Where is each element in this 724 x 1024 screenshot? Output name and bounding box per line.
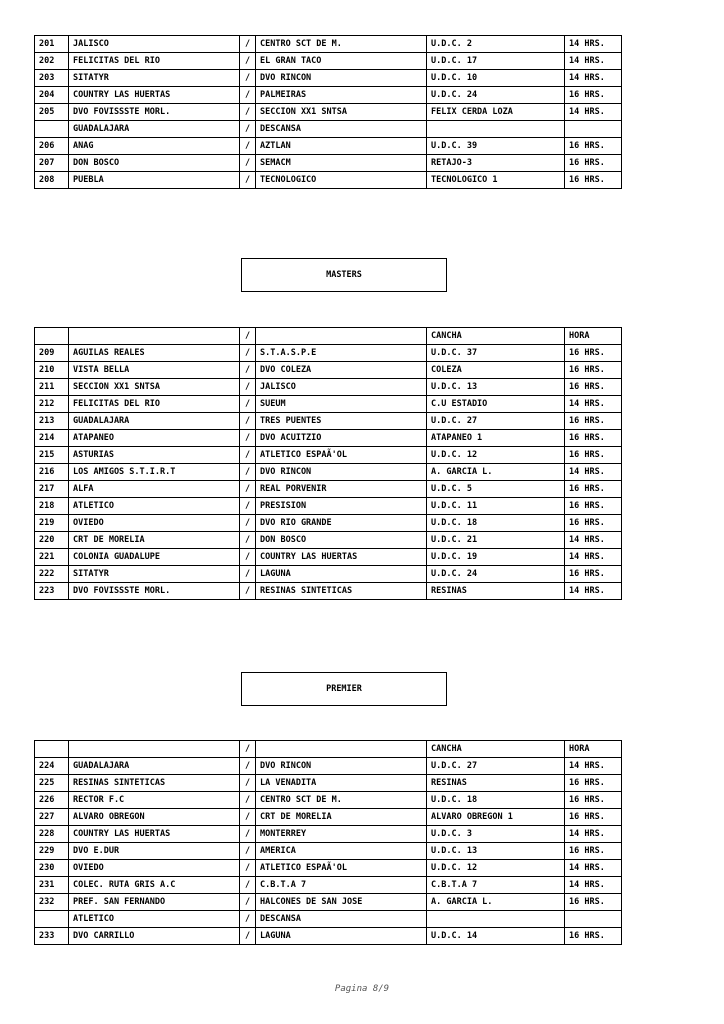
field-cell: U.D.C. 19 — [427, 549, 565, 566]
time-cell: 16 HRS. — [565, 155, 622, 172]
table-row — [35, 121, 622, 138]
home-team-cell: ATLETICO — [69, 911, 240, 928]
field-cell: U.D.C. 27 — [427, 758, 565, 775]
page-number: Pagina 8/9 — [334, 984, 390, 994]
separator-cell: / — [240, 379, 256, 396]
time-cell: HORA — [565, 741, 622, 758]
separator-cell: / — [240, 481, 256, 498]
field-cell: COLEZA — [427, 362, 565, 379]
away-team-cell: AMERICA — [256, 843, 427, 860]
time-cell: 14 HRS. — [565, 549, 622, 566]
separator-cell: / — [240, 36, 256, 53]
home-team-cell: VISTA BELLA — [69, 362, 240, 379]
time-cell: 14 HRS. — [565, 464, 622, 481]
match-number-cell: 211 — [35, 379, 69, 396]
time-cell: 14 HRS. — [565, 826, 622, 843]
section-title-premier: PREMIER — [241, 672, 447, 706]
match-number-cell — [35, 328, 69, 345]
away-team-cell: DON BOSCO — [256, 532, 427, 549]
away-team-cell: RESINAS SINTETICAS — [256, 583, 427, 600]
away-team-cell: LA VENADITA — [256, 775, 427, 792]
away-team-cell: AZTLAN — [256, 138, 427, 155]
schedule-table-continuation — [34, 35, 622, 189]
separator-cell: / — [240, 566, 256, 583]
separator-cell: / — [240, 911, 256, 928]
away-team-cell: MONTERREY — [256, 826, 427, 843]
match-number-cell: 221 — [35, 549, 69, 566]
field-cell: C.B.T.A 7 — [427, 877, 565, 894]
field-cell: U.D.C. 2 — [427, 36, 565, 53]
field-cell: RESINAS — [427, 775, 565, 792]
field-cell: CANCHA — [427, 741, 565, 758]
time-cell: 16 HRS. — [565, 481, 622, 498]
home-team-cell — [69, 741, 240, 758]
separator-cell: / — [240, 464, 256, 481]
away-team-cell: SUEUM — [256, 396, 427, 413]
separator-cell: / — [240, 583, 256, 600]
table-row — [35, 911, 622, 928]
home-team-cell: PUEBLA — [69, 172, 240, 189]
table-row — [35, 549, 622, 566]
separator-cell: / — [240, 775, 256, 792]
home-team-cell: SECCION XX1 SNTSA — [69, 379, 240, 396]
away-team-cell: DESCANSA — [256, 121, 427, 138]
time-cell: 16 HRS. — [565, 413, 622, 430]
home-team-cell: COLEC. RUTA GRIS A.C — [69, 877, 240, 894]
table-row — [35, 809, 622, 826]
table-row — [35, 447, 622, 464]
field-cell: U.D.C. 12 — [427, 860, 565, 877]
separator-cell: / — [240, 792, 256, 809]
home-team-cell: SITATYR — [69, 566, 240, 583]
match-number-cell: 226 — [35, 792, 69, 809]
home-team-cell: OVIEDO — [69, 860, 240, 877]
time-cell: 16 HRS. — [565, 379, 622, 396]
home-team-cell: ASTURIAS — [69, 447, 240, 464]
field-cell: U.D.C. 18 — [427, 515, 565, 532]
time-cell — [565, 121, 622, 138]
home-team-cell: OVIEDO — [69, 515, 240, 532]
time-cell: 16 HRS. — [565, 809, 622, 826]
table-row — [35, 345, 622, 362]
match-number-cell: 212 — [35, 396, 69, 413]
table-row — [35, 53, 622, 70]
home-team-cell: CRT DE MORELIA — [69, 532, 240, 549]
away-team-cell: DVO ACUITZIO — [256, 430, 427, 447]
match-number-cell: 232 — [35, 894, 69, 911]
separator-cell: / — [240, 172, 256, 189]
match-number-cell: 218 — [35, 498, 69, 515]
time-cell: 14 HRS. — [565, 532, 622, 549]
field-cell: U.D.C. 12 — [427, 447, 565, 464]
match-number-cell: 225 — [35, 775, 69, 792]
separator-cell: / — [240, 549, 256, 566]
home-team-cell: FELICITAS DEL RIO — [69, 396, 240, 413]
time-cell: 16 HRS. — [565, 172, 622, 189]
home-team-cell: GUADALAJARA — [69, 121, 240, 138]
match-number-cell: 215 — [35, 447, 69, 464]
separator-cell: / — [240, 345, 256, 362]
match-number-cell: 208 — [35, 172, 69, 189]
time-cell: 14 HRS. — [565, 36, 622, 53]
field-cell: U.D.C. 37 — [427, 345, 565, 362]
match-number-cell: 230 — [35, 860, 69, 877]
schedule-table-masters — [34, 327, 622, 600]
match-number-cell: 213 — [35, 413, 69, 430]
field-cell: U.D.C. 10 — [427, 70, 565, 87]
table-row — [35, 172, 622, 189]
away-team-cell: CRT DE MORELIA — [256, 809, 427, 826]
match-number-cell: 228 — [35, 826, 69, 843]
away-team-cell: PALMEIRAS — [256, 87, 427, 104]
table-row — [35, 583, 622, 600]
table-row — [35, 413, 622, 430]
home-team-cell: DVO CARRILLO — [69, 928, 240, 945]
match-number-cell: 205 — [35, 104, 69, 121]
table-row — [35, 877, 622, 894]
table-body — [35, 328, 622, 600]
time-cell: 16 HRS. — [565, 843, 622, 860]
separator-cell: / — [240, 515, 256, 532]
schedule-table-premier — [34, 740, 622, 945]
table-row — [35, 515, 622, 532]
match-number-cell: 201 — [35, 36, 69, 53]
match-number-cell: 203 — [35, 70, 69, 87]
time-cell: 14 HRS. — [565, 70, 622, 87]
away-team-cell: CENTRO SCT DE M. — [256, 792, 427, 809]
time-cell: 16 HRS. — [565, 430, 622, 447]
separator-cell: / — [240, 155, 256, 172]
table-row — [35, 396, 622, 413]
field-cell: A. GARCIA L. — [427, 464, 565, 481]
field-cell: A. GARCIA L. — [427, 894, 565, 911]
away-team-cell: ATLETICO ESPAÃ'OL — [256, 860, 427, 877]
home-team-cell: ALVARO OBREGON — [69, 809, 240, 826]
match-number-cell: 222 — [35, 566, 69, 583]
home-team-cell: ATLETICO — [69, 498, 240, 515]
match-number-cell: 227 — [35, 809, 69, 826]
field-cell: U.D.C. 13 — [427, 843, 565, 860]
match-number-cell: 209 — [35, 345, 69, 362]
separator-cell: / — [240, 877, 256, 894]
separator-cell: / — [240, 447, 256, 464]
separator-cell: / — [240, 741, 256, 758]
time-cell: 16 HRS. — [565, 928, 622, 945]
away-team-cell: HALCONES DE SAN JOSE — [256, 894, 427, 911]
separator-cell: / — [240, 894, 256, 911]
separator-cell: / — [240, 87, 256, 104]
match-number-cell: 229 — [35, 843, 69, 860]
time-cell: 14 HRS. — [565, 860, 622, 877]
match-number-cell: 206 — [35, 138, 69, 155]
away-team-cell: DVO RINCON — [256, 464, 427, 481]
match-number-cell: 231 — [35, 877, 69, 894]
time-cell: 16 HRS. — [565, 447, 622, 464]
field-cell: U.D.C. 39 — [427, 138, 565, 155]
separator-cell: / — [240, 498, 256, 515]
away-team-cell: DVO RIO GRANDE — [256, 515, 427, 532]
table-row — [35, 464, 622, 481]
match-number-cell: 216 — [35, 464, 69, 481]
separator-cell: / — [240, 413, 256, 430]
separator-cell: / — [240, 104, 256, 121]
table-row — [35, 36, 622, 53]
away-team-cell: TRES PUENTES — [256, 413, 427, 430]
section-title-masters: MASTERS — [241, 258, 447, 292]
match-number-cell: 217 — [35, 481, 69, 498]
time-cell: 16 HRS. — [565, 362, 622, 379]
time-cell: 14 HRS. — [565, 877, 622, 894]
away-team-cell: C.B.T.A 7 — [256, 877, 427, 894]
table-row — [35, 481, 622, 498]
separator-cell: / — [240, 860, 256, 877]
separator-cell: / — [240, 928, 256, 945]
time-cell: 16 HRS. — [565, 515, 622, 532]
separator-cell: / — [240, 138, 256, 155]
match-number-cell: 202 — [35, 53, 69, 70]
table-row — [35, 362, 622, 379]
match-number-cell: 224 — [35, 758, 69, 775]
table-row — [35, 758, 622, 775]
home-team-cell: DVO FOVISSSTE MORL. — [69, 583, 240, 600]
field-cell: TECNOLOGICO 1 — [427, 172, 565, 189]
home-team-cell: FELICITAS DEL RIO — [69, 53, 240, 70]
separator-cell: / — [240, 396, 256, 413]
field-cell: U.D.C. 17 — [427, 53, 565, 70]
time-cell: 16 HRS. — [565, 566, 622, 583]
time-cell: 16 HRS. — [565, 792, 622, 809]
table-row — [35, 87, 622, 104]
home-team-cell: COUNTRY LAS HUERTAS — [69, 826, 240, 843]
match-number-cell: 223 — [35, 583, 69, 600]
separator-cell: / — [240, 843, 256, 860]
separator-cell: / — [240, 70, 256, 87]
home-team-cell: JALISCO — [69, 36, 240, 53]
field-cell: ALVARO OBREGON 1 — [427, 809, 565, 826]
field-cell: U.D.C. 5 — [427, 481, 565, 498]
table-row — [35, 775, 622, 792]
away-team-cell: DVO RINCON — [256, 70, 427, 87]
home-team-cell: COUNTRY LAS HUERTAS — [69, 87, 240, 104]
table-row — [35, 138, 622, 155]
table-row — [35, 70, 622, 87]
table-row — [35, 498, 622, 515]
field-cell: U.D.C. 14 — [427, 928, 565, 945]
away-team-cell: S.T.A.S.P.E — [256, 345, 427, 362]
separator-cell: / — [240, 532, 256, 549]
home-team-cell: DVO FOVISSSTE MORL. — [69, 104, 240, 121]
match-number-cell — [35, 121, 69, 138]
home-team-cell: LOS AMIGOS S.T.I.R.T — [69, 464, 240, 481]
away-team-cell: DESCANSA — [256, 911, 427, 928]
table-row — [35, 532, 622, 549]
time-cell — [565, 911, 622, 928]
match-number-cell: 233 — [35, 928, 69, 945]
table-row — [35, 928, 622, 945]
away-team-cell: DVO COLEZA — [256, 362, 427, 379]
time-cell: 14 HRS. — [565, 104, 622, 121]
home-team-cell: SITATYR — [69, 70, 240, 87]
match-number-cell — [35, 741, 69, 758]
separator-cell: / — [240, 758, 256, 775]
time-cell: HORA — [565, 328, 622, 345]
match-number-cell: 214 — [35, 430, 69, 447]
separator-cell: / — [240, 809, 256, 826]
away-team-cell: PRESISION — [256, 498, 427, 515]
field-cell: RESINAS — [427, 583, 565, 600]
separator-cell: / — [240, 826, 256, 843]
away-team-cell: EL GRAN TACO — [256, 53, 427, 70]
separator-cell: / — [240, 121, 256, 138]
match-number-cell — [35, 911, 69, 928]
match-number-cell: 210 — [35, 362, 69, 379]
time-cell: 16 HRS. — [565, 894, 622, 911]
match-number-cell: 220 — [35, 532, 69, 549]
field-cell: U.D.C. 13 — [427, 379, 565, 396]
table-row — [35, 430, 622, 447]
away-team-cell: LAGUNA — [256, 566, 427, 583]
away-team-cell — [256, 328, 427, 345]
field-cell — [427, 121, 565, 138]
home-team-cell: ATAPANEO — [69, 430, 240, 447]
table-row — [35, 792, 622, 809]
table-row — [35, 826, 622, 843]
separator-cell: / — [240, 430, 256, 447]
time-cell: 14 HRS. — [565, 758, 622, 775]
table-row — [35, 894, 622, 911]
away-team-cell — [256, 741, 427, 758]
separator-cell: / — [240, 328, 256, 345]
time-cell: 16 HRS. — [565, 345, 622, 362]
away-team-cell: DVO RINCON — [256, 758, 427, 775]
home-team-cell — [69, 328, 240, 345]
field-cell: U.D.C. 24 — [427, 87, 565, 104]
away-team-cell: REAL PORVENIR — [256, 481, 427, 498]
home-team-cell: PREF. SAN FERNANDO — [69, 894, 240, 911]
home-team-cell: DVO E.DUR — [69, 843, 240, 860]
field-cell: CANCHA — [427, 328, 565, 345]
time-cell: 16 HRS. — [565, 498, 622, 515]
field-cell: U.D.C. 18 — [427, 792, 565, 809]
match-number-cell: 204 — [35, 87, 69, 104]
home-team-cell: RESINAS SINTETICAS — [69, 775, 240, 792]
field-cell: U.D.C. 27 — [427, 413, 565, 430]
field-cell: FELIX CERDA LOZA — [427, 104, 565, 121]
separator-cell: / — [240, 362, 256, 379]
field-cell: U.D.C. 21 — [427, 532, 565, 549]
field-cell: RETAJO-3 — [427, 155, 565, 172]
home-team-cell: DON BOSCO — [69, 155, 240, 172]
table-body — [35, 36, 622, 189]
home-team-cell: ALFA — [69, 481, 240, 498]
away-team-cell: JALISCO — [256, 379, 427, 396]
match-number-cell: 219 — [35, 515, 69, 532]
home-team-cell: GUADALAJARA — [69, 758, 240, 775]
table-row — [35, 566, 622, 583]
table-row — [35, 843, 622, 860]
away-team-cell: LAGUNA — [256, 928, 427, 945]
time-cell: 14 HRS. — [565, 53, 622, 70]
field-cell — [427, 911, 565, 928]
time-cell: 14 HRS. — [565, 583, 622, 600]
field-cell: C.U ESTADIO — [427, 396, 565, 413]
table-row — [35, 379, 622, 396]
away-team-cell: CENTRO SCT DE M. — [256, 36, 427, 53]
field-cell: U.D.C. 11 — [427, 498, 565, 515]
field-cell: U.D.C. 3 — [427, 826, 565, 843]
table-row — [35, 155, 622, 172]
home-team-cell: AGUILAS REALES — [69, 345, 240, 362]
header-row — [35, 741, 622, 758]
away-team-cell: ATLETICO ESPAÃ'OL — [256, 447, 427, 464]
field-cell: ATAPANEO 1 — [427, 430, 565, 447]
table-row — [35, 860, 622, 877]
away-team-cell: SEMACM — [256, 155, 427, 172]
away-team-cell: COUNTRY LAS HUERTAS — [256, 549, 427, 566]
table-body — [35, 741, 622, 945]
table-row — [35, 104, 622, 121]
home-team-cell: GUADALAJARA — [69, 413, 240, 430]
home-team-cell: RECTOR F.C — [69, 792, 240, 809]
time-cell: 16 HRS. — [565, 87, 622, 104]
match-number-cell: 207 — [35, 155, 69, 172]
header-row — [35, 328, 622, 345]
away-team-cell: SECCION XX1 SNTSA — [256, 104, 427, 121]
away-team-cell: TECNOLOGICO — [256, 172, 427, 189]
home-team-cell: COLONIA GUADALUPE — [69, 549, 240, 566]
time-cell: 16 HRS. — [565, 775, 622, 792]
home-team-cell: ANAG — [69, 138, 240, 155]
time-cell: 14 HRS. — [565, 396, 622, 413]
field-cell: U.D.C. 24 — [427, 566, 565, 583]
separator-cell: / — [240, 53, 256, 70]
time-cell: 16 HRS. — [565, 138, 622, 155]
